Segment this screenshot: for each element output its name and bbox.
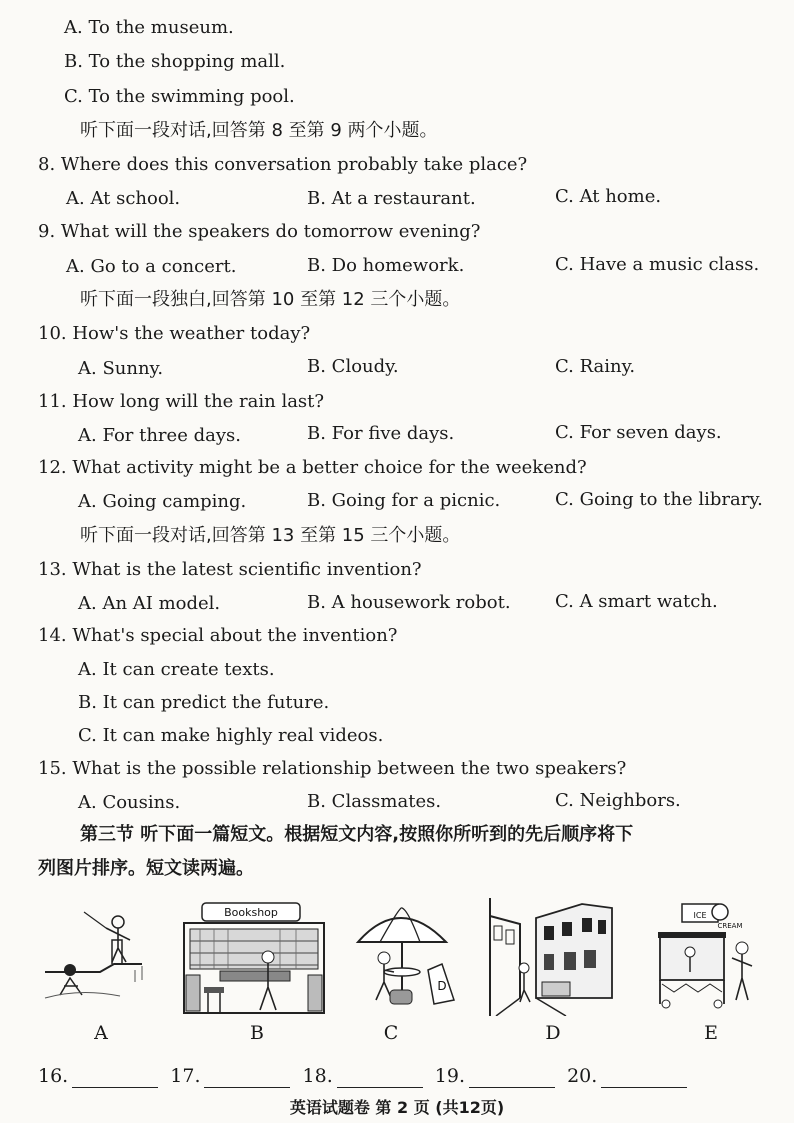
q14-stem: 14. What's special about the invention? [38,625,398,646]
q12-stem: 12. What activity might be a better choice for the weekend? [38,457,587,478]
q7-option-b: B. To the shopping mall. [64,51,286,72]
q15-option-b: B. Classmates. [307,791,442,812]
answer-blank-19[interactable] [469,1067,555,1088]
q14-option-c: C. It can make highly real videos. [78,725,384,746]
picture-label-b: B [250,1022,264,1044]
cafe-sign-text: D [437,979,447,993]
q15-option-c: C. Neighbors. [555,790,681,811]
picture-label-c: C [383,1022,399,1044]
q8-stem: 8. Where does this conversation probably take place? [38,154,528,175]
q11-option-c: C. For seven days. [555,422,722,443]
picture-label-a: A [94,1022,108,1044]
picture-d-street-scene [486,898,616,1016]
answer-number-19: 19. [434,1065,466,1087]
q12-option-a: A. Going camping. [78,491,247,512]
bookshop-sign-text: Bookshop [224,906,278,919]
q13-option-a: A. An AI model. [78,593,221,614]
q10-option-c: C. Rainy. [555,356,636,377]
q10-stem: 10. How's the weather today? [38,323,311,344]
q10-option-a: A. Sunny. [78,358,164,379]
cream-sign-text: CREAM [717,922,743,930]
q7-option-a: A. To the museum. [64,17,234,38]
q8-option-b: B. At a restaurant. [307,188,476,209]
q9-option-b: B. Do homework. [307,255,465,276]
q14-option-a: A. It can create texts. [78,659,275,680]
answer-blank-18[interactable] [337,1067,423,1088]
q9-stem: 9. What will the speakers do tomorrow evening? [38,221,481,242]
q10-option-b: B. Cloudy. [307,356,399,377]
page-footer: 英语试题卷 第 2 页 (共12页) [289,1098,505,1117]
q13-option-b: B. A housework robot. [307,592,511,613]
section3-instruction-line1: 第三节 听下面一篇短文。根据短文内容,按照你所听到的先后顺序将下 [80,824,634,845]
picture-label-e: E [704,1022,718,1044]
q9-option-a: A. Go to a concert. [66,256,237,277]
answer-blank-16[interactable] [72,1067,158,1088]
picture-c-umbrella-cafe [350,900,470,1012]
q13-stem: 13. What is the latest scientific invention? [38,559,422,580]
q11-stem: 11. How long will the rain last? [38,391,325,412]
answer-blank-17[interactable] [204,1067,290,1088]
instruction-10-12: 听下面一段独白,回答第 10 至第 12 三个小题。 [80,289,461,310]
q11-option-a: A. For three days. [78,425,241,446]
answer-number-20: 20. [567,1065,598,1087]
picture-a-fishing-scene [40,900,152,1000]
section3-instruction-line2: 列图片排序。短文读两遍。 [38,858,254,879]
q14-option-b: B. It can predict the future. [78,692,330,713]
q13-option-c: C. A smart watch. [555,591,718,612]
q8-option-a: A. At school. [66,188,181,209]
picture-e-ice-cream-stand [650,900,762,1010]
q8-option-c: C. At home. [555,186,662,207]
q12-option-c: C. Going to the library. [555,489,763,510]
q11-option-b: B. For five days. [307,423,455,444]
q15-option-a: A. Cousins. [78,792,181,813]
answer-number-16: 16. [38,1065,69,1087]
instruction-8-9: 听下面一段对话,回答第 8 至第 9 两个小题。 [80,120,438,141]
picture-b-bookshop [180,895,330,1015]
answer-blank-20[interactable] [601,1067,687,1088]
q9-option-c: C. Have a music class. [555,254,760,275]
picture-label-d: D [545,1022,561,1044]
q15-stem: 15. What is the possible relationship between the two speakers? [38,758,627,779]
instruction-13-15: 听下面一段对话,回答第 13 至第 15 三个小题。 [80,525,461,546]
ice-sign-text: ICE [693,911,707,920]
q7-option-c: C. To the swimming pool. [64,86,295,107]
answer-number-17: 17. [170,1065,201,1087]
answer-blanks-row [38,1062,693,1090]
q12-option-b: B. Going for a picnic. [307,490,501,511]
answer-number-18: 18. [302,1065,333,1087]
